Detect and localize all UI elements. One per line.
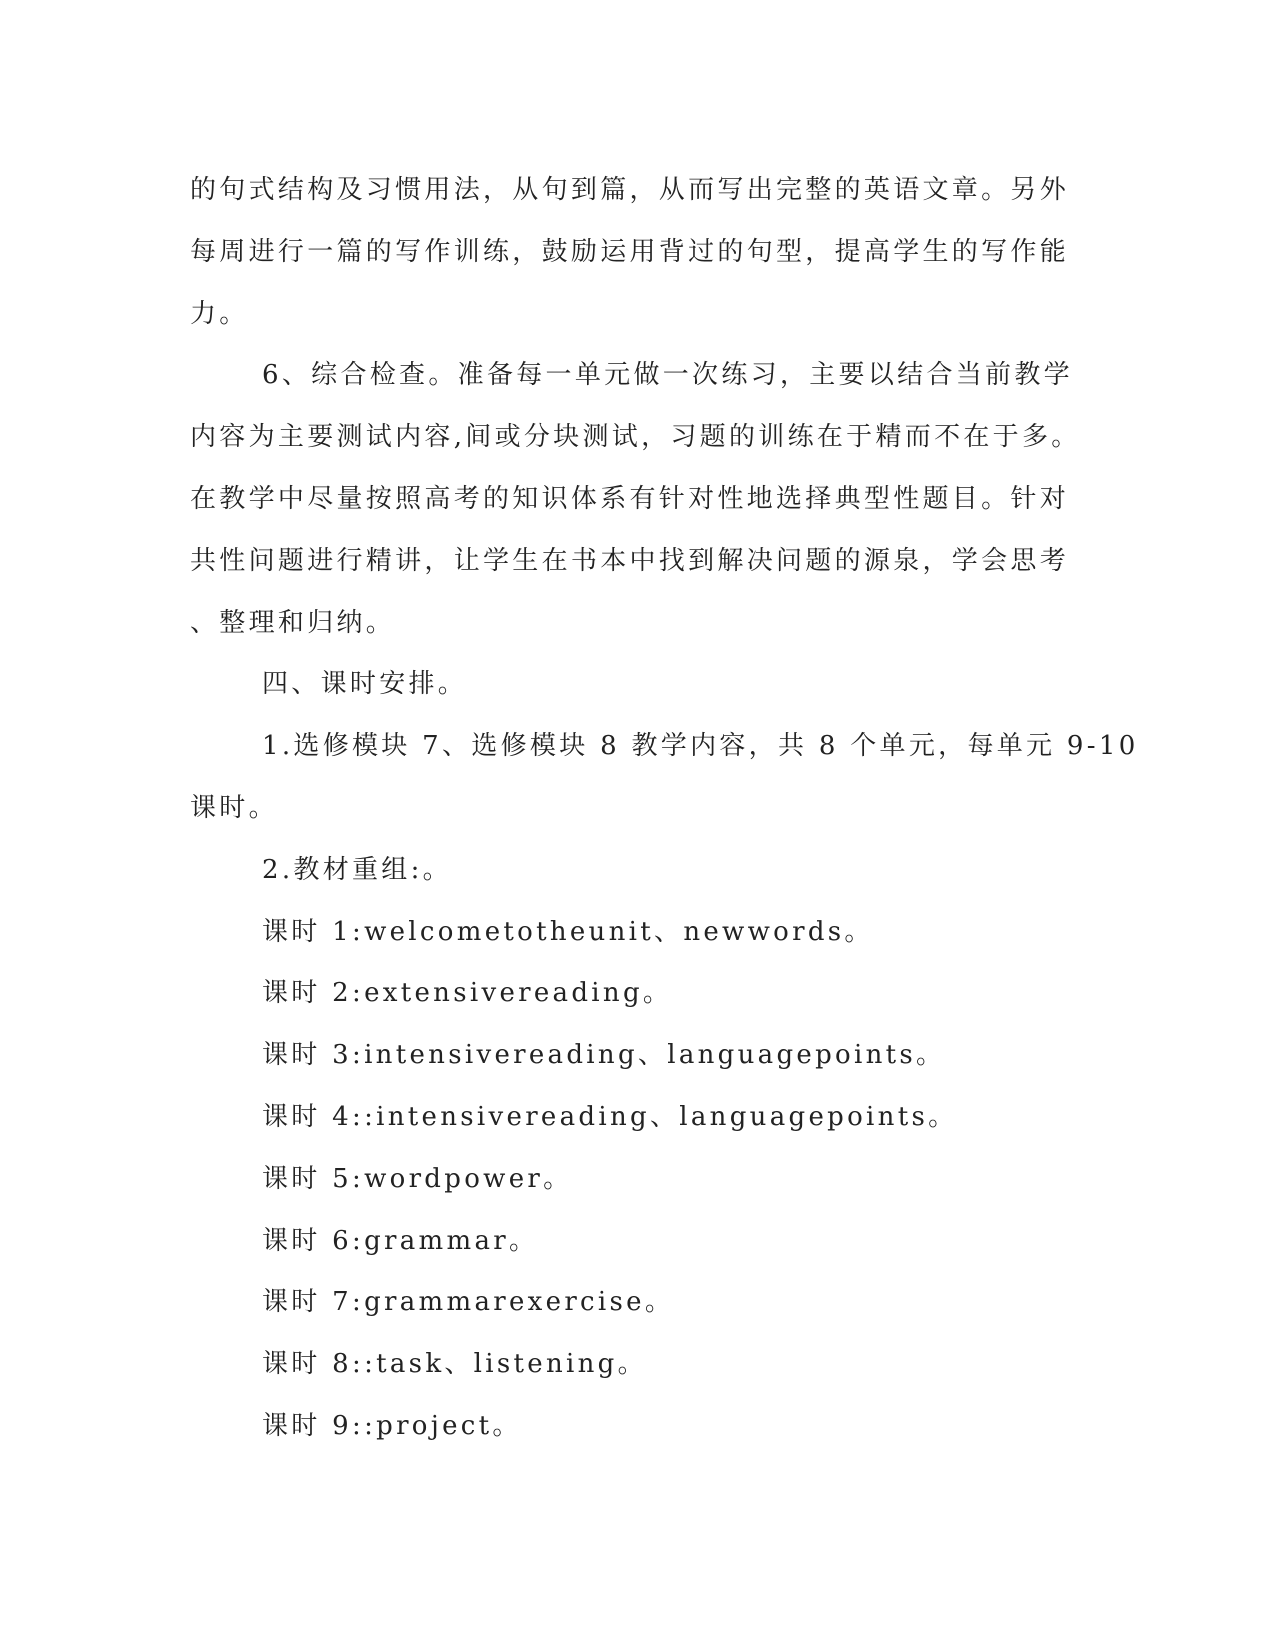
lesson-item: 课时 3:intensivereading、languagepoints。	[262, 1040, 946, 1071]
lesson-item: 课时 9::project。	[262, 1410, 522, 1441]
paragraph-line: 的句式结构及习惯用法，从句到篇，从而写出完整的英语文章。另外	[190, 175, 1070, 205]
paragraph-line: 每周进行一篇的写作训练，鼓励运用背过的句型，提高学生的写作能	[190, 236, 1070, 267]
lesson-item: 课时 7:grammarexercise。	[262, 1287, 675, 1318]
paragraph-line: 在教学中尽量按照高考的知识体系有针对性地选择典型性题目。针对	[190, 483, 1070, 514]
lesson-item: 课时 1:welcometotheunit、newwords。	[262, 916, 874, 947]
paragraph-line: 内容为主要测试内容,间或分块测试，习题的训练在于精而不在于多。	[190, 422, 1081, 453]
lesson-item: 课时 4::intensivereading、languagepoints。	[262, 1101, 958, 1132]
lesson-item: 课时 8::task、listening。	[262, 1349, 647, 1380]
paragraph-line: 2.教材重组:。	[262, 854, 452, 885]
section-heading: 四、课时安排。	[262, 669, 468, 700]
paragraph-line: 课时。	[190, 792, 278, 823]
paragraph-line: 力。	[190, 298, 249, 329]
paragraph-line: 、整理和归纳。	[190, 607, 396, 638]
lesson-item: 课时 6:grammar。	[262, 1225, 539, 1256]
paragraph-line: 6、综合检查。准备每一单元做一次练习，主要以结合当前教学	[262, 360, 1073, 391]
paragraph-line: 共性问题进行精讲，让学生在书本中找到解决问题的源泉，学会思考	[190, 545, 1070, 576]
lesson-item: 课时 5:wordpower。	[262, 1163, 573, 1194]
document-body	[190, 160, 1139, 1458]
paragraph-line: 1.选修模块 7、选修模块 8 教学内容，共 8 个单元，每单元 9-10	[262, 731, 1139, 762]
lesson-item: 课时 2:extensivereading。	[262, 978, 673, 1009]
